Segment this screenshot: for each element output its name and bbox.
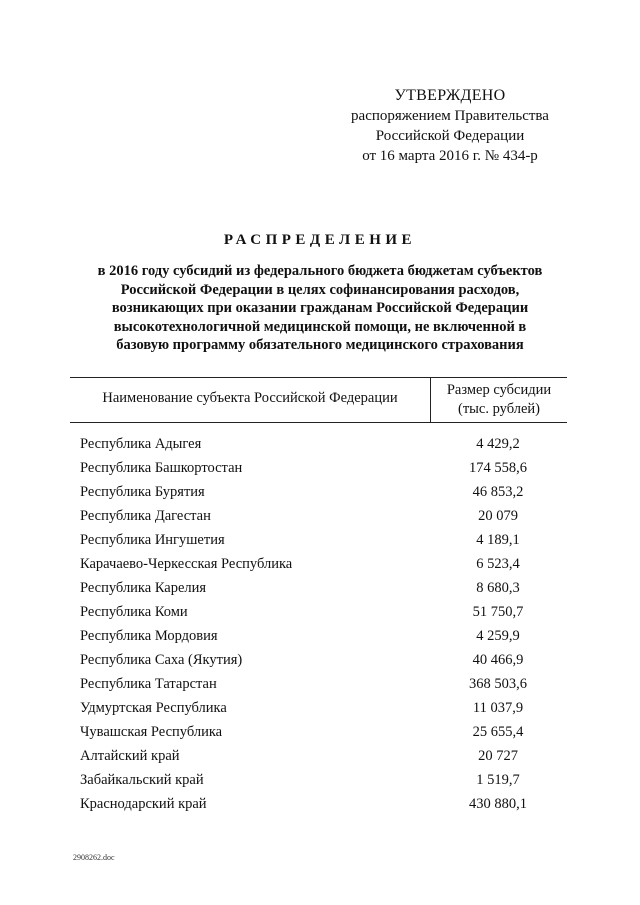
subsidy-amount: 51 750,7 [472,604,524,620]
table-row [80,696,570,720]
table-row [80,744,570,768]
document-title: РАСПРЕДЕЛЕНИЕ [223,232,417,248]
approval-date-number: от 16 марта 2016 г. № 434-р [362,148,538,164]
table-row [80,624,570,648]
approval-block [330,86,570,166]
subject-name: Удмуртская Республика [80,700,227,716]
column-header-amount-line1: Размер субсидии [446,382,552,398]
subject-name: Республика Саха (Якутия) [80,652,243,668]
column-header-subject: Наименование субъекта Российской Федерации [102,390,398,406]
table-row [80,672,570,696]
subsidy-amount: 430 880,1 [469,796,527,812]
subsidy-amount: 20 079 [478,508,518,524]
subsidy-amount: 25 655,4 [472,724,524,740]
approval-heading: УТВЕРЖДЕНО [394,87,506,104]
subsidy-amount: 46 853,2 [472,484,524,500]
subject-name: Алтайский край [80,748,180,764]
subtitle-line: Российской Федерации в целях софинансирования расходов, [120,281,520,298]
subject-name: Республика Ингушетия [80,532,225,548]
subject-name: Забайкальский край [80,772,204,788]
table-row [80,504,570,528]
subtitle-line: базовую программу обязательного медицинского страхования [116,337,524,353]
subject-name: Республика Татарстан [80,676,217,692]
subsidy-amount: 174 558,6 [469,460,527,476]
subsidy-amount: 40 466,9 [472,652,524,668]
subtitle-line: возникающих при оказании гражданам Российской Федерации [111,300,529,316]
table-row [80,792,570,816]
table-row [80,432,570,456]
subsidy-amount: 8 680,3 [476,580,520,596]
subsidy-amount: 4 259,9 [476,628,520,644]
subsidy-amount: 1 519,7 [476,772,520,788]
subject-name: Республика Бурятия [80,484,205,500]
table-header-border [70,422,567,423]
table-body [80,432,570,816]
subject-name: Краснодарский край [80,796,207,812]
subsidy-amount: 368 503,6 [469,676,527,692]
subject-name: Республика Дагестан [80,508,211,524]
table-row [80,528,570,552]
document-subtitle [60,262,580,355]
subject-name: Карачаево-Черкесская Республика [80,556,293,572]
table-row [80,600,570,624]
subsidy-amount: 6 523,4 [476,556,520,572]
table-row [80,456,570,480]
table-row [80,552,570,576]
table-row [80,768,570,792]
subject-name: Республика Карелия [80,580,207,596]
subtitle-line: высокотехнологичной медицинской помощи, не включенной в [113,318,527,335]
subsidy-amount: 4 189,1 [476,532,520,548]
table-top-border [70,377,567,378]
subsidy-amount: 4 429,2 [476,436,520,452]
table-row [80,648,570,672]
subject-name: Чувашская Республика [80,724,223,740]
column-header-amount [431,381,567,419]
subsidy-amount: 20 727 [478,748,518,764]
table-row [80,720,570,744]
subsidy-amount: 11 037,9 [472,700,524,716]
subtitle-line: в 2016 году субсидий из федерального бюджета бюджетам субъектов [97,263,543,279]
subject-name: Республика Башкортостан [80,460,243,476]
approval-authority-country: Российской Федерации [375,128,525,144]
approval-authority: распоряжением Правительства [351,108,549,124]
table-row [80,480,570,504]
subject-name: Республика Коми [80,604,188,620]
document-file-code: 2908262.doc [73,853,115,862]
column-header-amount-line2: (тыс. рублей) [458,401,540,417]
subject-name: Республика Адыгея [80,436,202,452]
subject-name: Республика Мордовия [80,628,218,644]
table-row [80,576,570,600]
